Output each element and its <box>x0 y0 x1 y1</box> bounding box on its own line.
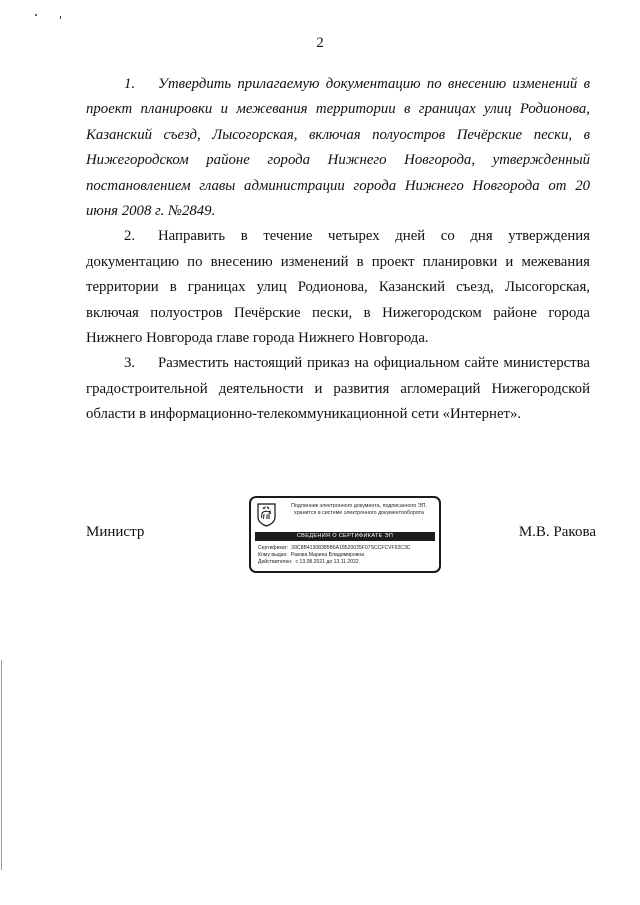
order-item-1 <box>86 72 590 224</box>
owner-value: Ракова Марина Владимировна <box>290 552 365 558</box>
order-item-3 <box>86 351 590 427</box>
scan-speck <box>35 14 37 16</box>
scan-edge-line <box>1 660 2 870</box>
certificate-value: 39C8B41308385B6A18520035F07SCCFCVF92C3C <box>291 545 411 551</box>
order-body <box>86 72 590 428</box>
certificate-label: Сертификат: <box>258 545 289 551</box>
stamp-notice: Подлинник электронного документа, подписанного ЭП, хранится в системе электронного документооборота <box>291 503 427 516</box>
validity-value: с 13.08.2021 до 13.11.2022 <box>295 559 359 565</box>
certificate-row <box>258 545 436 552</box>
page-number: 2 <box>316 35 324 51</box>
scan-speck <box>60 16 61 19</box>
validity-label: Действителен: <box>258 559 293 565</box>
deer-coat-of-arms-icon <box>257 503 276 527</box>
owner-label: Кому выдан: <box>258 552 288 558</box>
item-number: 2. <box>124 228 136 245</box>
electronic-signature-stamp <box>249 496 441 573</box>
certificate-details <box>258 545 436 566</box>
validity-row <box>258 559 436 566</box>
item-text: Разместить настоящий приказ на официальном сайте министерства градостроительной деятельности и развития агломераций Нижегородской области в информационно-телекоммуникационной сети «Интернет». <box>86 355 590 423</box>
item-text: Направить в течение четырех дней со дня утверждения документацию по внесению изменений в проект планировки и межевания территории в границах улиц Родионова, Казанский съезд, Лысогорская, включая полуостров Печёрские пески, в Нижегородском районе города Нижнего Новгорода главе города Нижнего Новгорода. <box>86 228 590 347</box>
signatory-role: Министр <box>86 524 145 540</box>
owner-row <box>258 552 436 559</box>
signatory-name: М.В. Ракова <box>518 524 596 540</box>
order-item-2 <box>86 224 590 351</box>
stamp-header: СВЕДЕНИЯ О СЕРТИФИКАТЕ ЭП <box>255 532 435 541</box>
item-number: 1. <box>124 76 136 92</box>
item-text: Утвердить прилагаемую документацию по внесению изменений в проект планировки и межевания территории в границах улиц Родионова, Казанский съезд, Лысогорская, включая полуостров Печёрские пески, в Нижегородском районе города Нижнего Новгорода, утвержденный постановлением главы администрации города Нижнего Новгорода от 20 июня 2008 г. №2849. <box>86 76 590 220</box>
item-number: 3. <box>124 355 136 372</box>
